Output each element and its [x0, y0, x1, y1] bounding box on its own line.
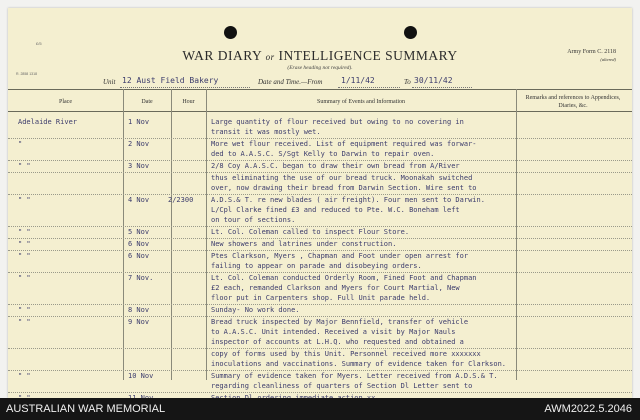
entry-text-line: transit it was mostly wet.: [211, 128, 321, 136]
entry-text-line: to A.A.S.C. Unit intended. Received a visit by Major Nauls: [211, 328, 456, 336]
entry-place: " ": [18, 252, 31, 260]
entry-text-line: over, now drawing their bread from Darwin Section. Wire sent to: [211, 184, 477, 192]
archive-name: AUSTRALIAN WAR MEMORIAL: [6, 403, 166, 415]
entry-text-line: Sunday- No work done.: [211, 306, 300, 314]
entry-place: Adelaide River: [18, 118, 78, 126]
entry-place: " ": [18, 306, 31, 314]
form-subtitle: (Erase heading not required).: [287, 65, 353, 71]
date-from-underline: [338, 87, 400, 88]
entry-text-line: More wet flour received. List of equipment required was forwar-: [211, 140, 477, 148]
unit-value: 12 Aust Field Bakery: [122, 76, 219, 85]
entry-text-line: Large quantity of flour received but owing to no covering in: [211, 118, 464, 126]
entry-text-line: inspector of accounts at L.H.Q. who requested and obtained a: [211, 338, 464, 346]
entry-place: ": [18, 140, 23, 148]
archive-footer: [0, 398, 640, 420]
diary-page: [8, 8, 632, 398]
col-head-hour: Hour: [182, 99, 195, 105]
to-label: To: [404, 78, 411, 86]
table-top-rule: [8, 89, 632, 90]
entry-text-line: inoculations and vaccinations. Summary of evidence taken for Clarkson.: [211, 360, 507, 368]
entry-date: 4 Nov: [128, 196, 150, 204]
entry-text-line: Ptes Clarkson, Myers , Chapman and Foot under open arrest for: [211, 252, 469, 260]
entry-date: 6 Nov: [128, 240, 150, 248]
form-title: WAR DIARY or INTELLIGENCE SUMMARY: [182, 48, 458, 63]
entry-date: 2 Nov: [128, 140, 150, 148]
entry-text-line: L/Cpl Clarke fined £3 and reduced to Pte. W.C. Boneham left: [211, 206, 460, 214]
entry-text-line: regarding cleanliness of quarters of Section Dl Letter sent to: [211, 382, 473, 390]
entry-place: " ": [18, 240, 31, 248]
entry-text-line: floor put in Carpenters shop. Full Unit parade held.: [211, 294, 431, 302]
entry-text-line: A.D.S.& T. re new blades ( air freight). Four men sent to Darwin.: [211, 196, 485, 204]
entry-place: " ": [18, 318, 31, 326]
form-code-top: £/5: [36, 41, 42, 46]
entry-text-line: Summary of evidence taken for Myers. Letter received from A.D.S.& T.: [211, 372, 498, 380]
punch-hole-right: [404, 26, 417, 39]
entry-text-line: Lt. Col. Coleman called to inspect Flour Store.: [211, 228, 410, 236]
table-header-rule: [8, 111, 632, 112]
entry-text-line: ded to A.A.S.C. S/Sgt Kelly to Darwin to repair oven.: [211, 150, 435, 158]
entry-date: 5 Nov: [128, 228, 150, 236]
entry-text-line: Lt. Col. Coleman conducted Orderly Room, Fined Foot and Chapman: [211, 274, 477, 282]
entry-place: " ": [18, 162, 31, 170]
entry-date: 3 Nov: [128, 162, 150, 170]
col-rule-summary: [516, 89, 517, 380]
entry-date: 9 Nov: [128, 318, 150, 326]
entry-text-line: £2 each, remanded Clarkson and Myers for Court Martial, New: [211, 284, 460, 292]
date-to: 30/11/42: [414, 76, 453, 85]
entry-text-line: New showers and latrines under construction.: [211, 240, 397, 248]
entry-place: " ": [18, 228, 31, 236]
col-head-date: Date: [141, 99, 153, 105]
date-from: 1/11/42: [341, 76, 375, 85]
unit-label: Unit: [103, 78, 116, 86]
entry-text-line: 2/8 Coy A.A.S.C. began to draw their own bread from A/River: [211, 162, 460, 170]
entry-date: 10 Nov: [128, 372, 154, 380]
col-head-place: Place: [59, 99, 72, 105]
col-head-summary: Summary of Events and Information: [317, 99, 405, 105]
col-rule-hour: [206, 89, 207, 380]
entry-date: 6 Nov: [128, 252, 150, 260]
entry-place: " ": [18, 196, 31, 204]
entry-date: 7 Nov.: [128, 274, 154, 282]
entry-text-line: on tour of sections.: [211, 216, 296, 224]
entry-date: 1 Nov: [128, 118, 150, 126]
entry-place: " ": [18, 274, 31, 282]
unit-underline: [120, 87, 250, 88]
col-rule-place: [123, 89, 124, 380]
entry-text-line: failing to appear on parade and disobeying orders.: [211, 262, 422, 270]
punch-hole-left: [224, 26, 237, 39]
col-head-remarks: Remarks and references to Appendices, Diaries, &c.: [525, 95, 621, 109]
archive-reference: AWM2022.5.2046: [544, 403, 632, 415]
col-rule-date: [171, 89, 172, 380]
entry-text-line: Bread truck inspected by Major Bennfield, transfer of vehicle: [211, 318, 469, 326]
entry-hour: 2/2300: [168, 196, 194, 204]
printer-code: R. 2858 1318: [16, 72, 38, 76]
entry-text-line: copy of forms used by this Unit. Personnel received more xxxxxxx: [211, 350, 481, 358]
row-rule: [8, 304, 632, 305]
date-to-underline: [412, 87, 472, 88]
entry-date: 8 Nov: [128, 306, 150, 314]
date-label: Date and Time.—From: [258, 78, 323, 86]
army-form-number: Army Form C. 2118 (altered): [567, 49, 616, 62]
entry-text-line: thus eliminating the use of our bread truck. Moonakah switched: [211, 174, 473, 182]
entry-place: " ": [18, 372, 31, 380]
